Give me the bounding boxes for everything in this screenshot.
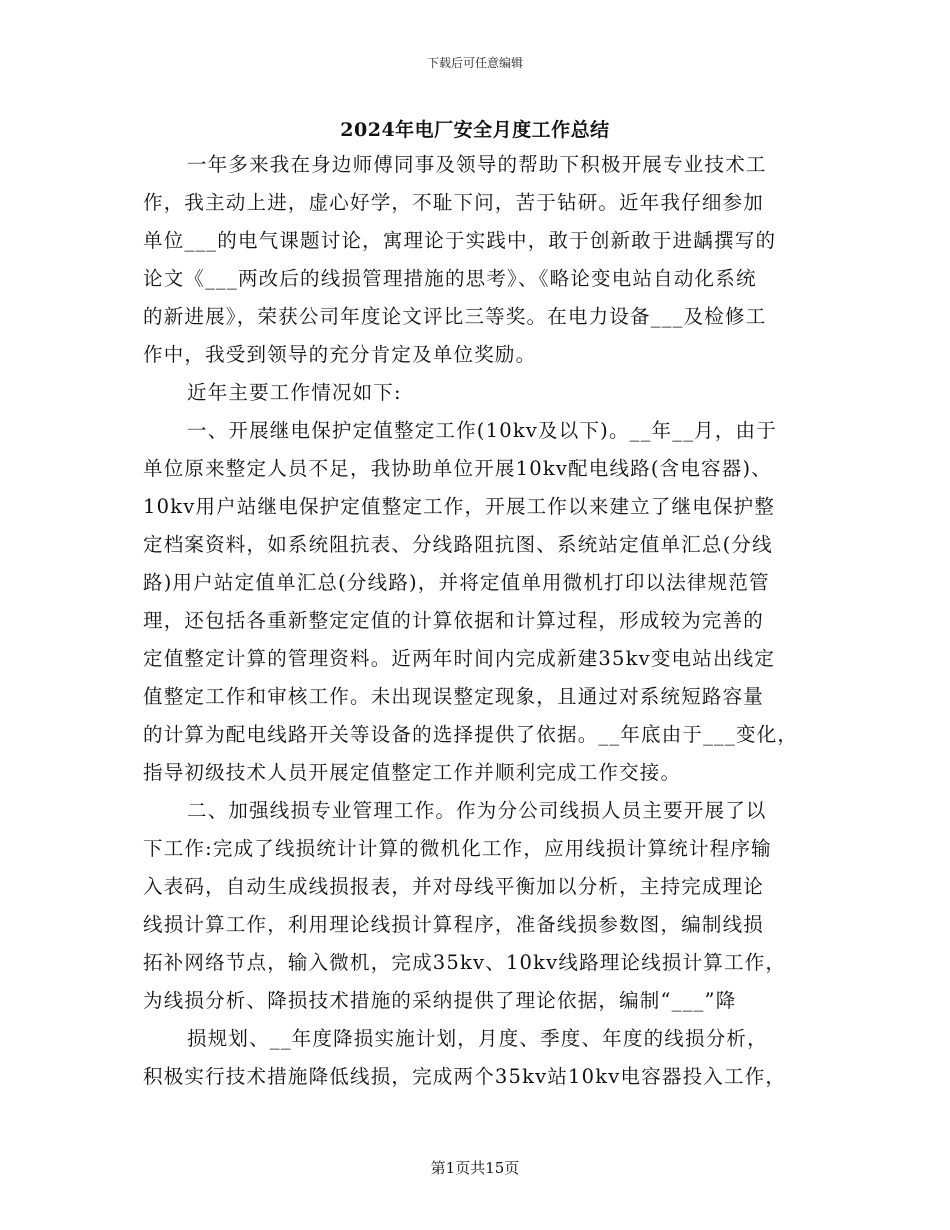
text-line: 的新进展》，荣获公司年度论文评比三等奖。在电力设备___及检修工 [143,305,767,328]
text-line: 单位___的电气课题讨论，寓理论于实践中，敢于创新敢于进龋撰写的 [143,229,777,252]
text-line: 一、开展继电保护定值整定工作(10kv及以下)。__年__月，由于 [187,419,777,442]
text-line: 值整定工作和审核工作。未出现误整定现象，且通过对系统短路容量 [143,685,765,708]
document-body [143,146,823,1096]
text-line: 的计算为配电线路开关等设备的选择提供了依据。__年底由于___变化， [143,723,799,746]
text-line: 单位原来整定人员不足，我协助单位开展10kv配电线路(含电容器)、 [143,457,772,480]
text-line: 一年多来我在身边师傅同事及领导的帮助下积极开展专业技术工 [187,153,767,176]
text-line: 线损计算工作，利用理论线损计算程序，准备线损参数图，编制线损 [143,913,765,936]
page-header: 下载后可任意编辑 [426,56,523,70]
text-line: 指导初级技术人员开展定值整定工作并顺利完成工作交接。 [143,761,682,784]
text-line: 10kv用户站继电保护定值整定工作，开展工作以来建立了继电保护整 [143,495,776,518]
page-footer: 第1页共15页 [430,1159,520,1177]
text-line: 入表码，自动生成线损报表，并对母线平衡加以分析，主持完成理论 [143,875,765,898]
text-line: 定值整定计算的管理资料。近两年时间内完成新建35kv变电站出线定 [143,647,776,670]
text-line: 拓补网络节点，输入微机，完成35kv、10kv线路理论线损计算工作， [143,951,787,974]
text-line: 作，我主动上进，虚心好学，不耻下问，苦于钻研。近年我仔细参加 [143,191,765,214]
text-line: 为线损分析、降损技术措施的采纳提供了理论依据，编制“___”降 [143,989,737,1012]
text-line: 理，还包括各重新整定定值的计算依据和计算过程，形成较为完善的 [143,609,765,632]
text-line: 作中，我受到领导的充分肯定及单位奖励。 [143,343,537,366]
text-line: 论文《___两改后的线损管理措施的思考》、《略论变电站自动化系统 [143,267,757,290]
text-line: 积极实行技术措施降低线损，完成两个35kv站10kv电容器投入工作， [143,1065,787,1088]
text-line: 损规划、__年度降损实施计划，月度、季度、年度的线损分析， [187,1027,768,1050]
text-line: 二、加强线损专业管理工作。作为分公司线损人员主要开展了以 [187,799,767,822]
text-line: 定档案资料，如系统阻抗表、分线路阻抗图、系统站定值单汇总(分线 [143,533,773,556]
text-line: 下工作:完成了线损统计计算的微机化工作，应用线损计算统计程序输 [143,837,772,860]
document-title: 2024年电厂安全月度工作总结 [340,119,610,141]
text-line: 路)用户站定值单汇总(分线路)，并将定值单用微机打印以法律规范管 [143,571,770,594]
text-line: 近年主要工作情况如下: [187,381,402,404]
